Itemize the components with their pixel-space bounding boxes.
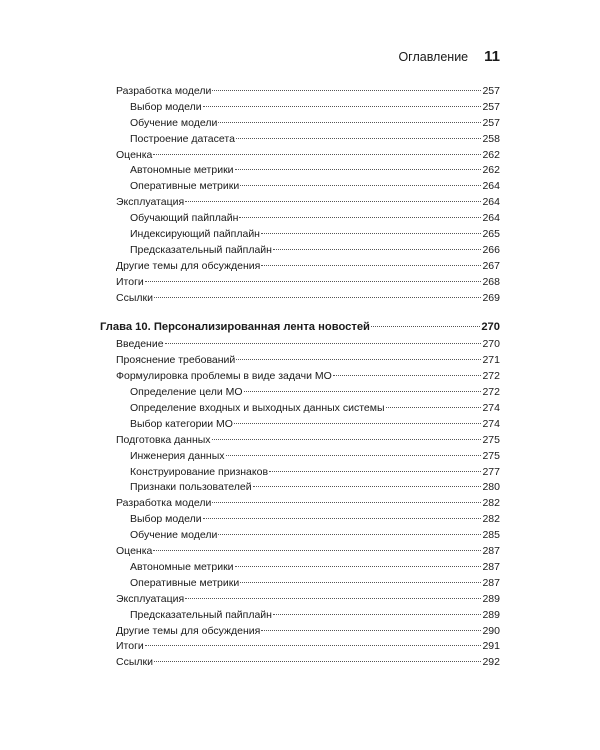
- dot-leader: [236, 359, 481, 360]
- toc-entry-title: Оценка: [116, 545, 153, 558]
- toc-subsection-entry: [100, 417, 500, 433]
- dot-leader: [240, 582, 481, 583]
- toc-entry-title: Оценка: [116, 148, 153, 161]
- dot-leader: [145, 645, 482, 646]
- toc-entry-title: Выбор модели: [130, 100, 202, 113]
- toc-entry-page: 269: [482, 291, 500, 304]
- dot-leader: [261, 233, 481, 234]
- toc-section-entry: [100, 337, 500, 353]
- toc-entry-title: Инженерия данных: [130, 449, 225, 462]
- toc-entry-page: 274: [482, 417, 500, 430]
- dot-leader: [226, 455, 482, 456]
- toc-entry-title: Разработка модели: [116, 497, 212, 510]
- dot-leader: [333, 375, 482, 376]
- toc-entry-page: 287: [482, 545, 500, 558]
- table-of-contents: [100, 84, 500, 671]
- toc-entry-page: 291: [482, 640, 500, 653]
- toc-entry-page: 266: [482, 243, 500, 256]
- toc-section-entry: [100, 592, 500, 608]
- toc-section-entry: [100, 84, 500, 100]
- toc-entry-page: 287: [482, 576, 500, 589]
- toc-subsection-entry: [100, 401, 500, 417]
- toc-entry-page: 264: [482, 180, 500, 193]
- dot-leader: [235, 169, 482, 170]
- dot-leader: [386, 407, 482, 408]
- dot-leader: [185, 201, 481, 202]
- toc-entry-page: 257: [482, 100, 500, 113]
- toc-subsection-entry: [100, 100, 500, 116]
- toc-section-entry: [100, 369, 500, 385]
- dot-leader: [236, 138, 482, 139]
- dot-leader: [240, 185, 481, 186]
- dot-leader: [235, 566, 482, 567]
- toc-entry-title: Введение: [116, 338, 164, 351]
- toc-subsection-entry: [100, 132, 500, 148]
- toc-section-entry: [100, 496, 500, 512]
- toc-entry-title: Ссылки: [116, 291, 153, 304]
- toc-entry-page: 257: [482, 85, 500, 97]
- toc-section-entry: [100, 655, 500, 671]
- toc-entry-page: 275: [482, 449, 500, 462]
- toc-entry-title: Итоги: [116, 275, 144, 288]
- toc-entry-title: Обучающий пайплайн: [130, 212, 239, 225]
- dot-leader: [273, 614, 482, 615]
- header-page-number: 11: [484, 48, 500, 65]
- dot-leader: [203, 518, 482, 519]
- toc-section-entry: [100, 544, 500, 560]
- dot-leader: [154, 661, 482, 662]
- dot-leader: [153, 550, 481, 551]
- toc-entry-page: 267: [482, 259, 500, 272]
- toc-entry-title: Автономные метрики: [130, 164, 234, 177]
- toc-section-entry: [100, 353, 500, 369]
- dot-leader: [218, 534, 481, 535]
- toc-entry-page: 289: [482, 592, 500, 605]
- toc-entry-title: Определение входных и выходных данных системы: [130, 402, 385, 415]
- toc-entry-title: Оперативные метрики: [130, 576, 240, 589]
- toc-entry-page: 282: [482, 497, 500, 510]
- toc-entry-page: 262: [482, 148, 500, 161]
- dot-leader: [253, 486, 482, 487]
- toc-subsection-entry: [100, 385, 500, 401]
- toc-subsection-entry: [100, 243, 500, 259]
- toc-entry-title: Построение датасета: [130, 132, 235, 145]
- dot-leader: [239, 217, 481, 218]
- toc-entry-page: 289: [482, 608, 500, 621]
- toc-entry-page: 285: [482, 529, 500, 542]
- toc-subsection-entry: [100, 480, 500, 496]
- dot-leader: [273, 249, 482, 250]
- toc-entry-page: 265: [482, 228, 500, 241]
- dot-leader: [261, 265, 481, 266]
- toc-entry-page: 275: [482, 433, 500, 446]
- toc-subsection-entry: [100, 449, 500, 465]
- toc-entry-page: 268: [482, 275, 500, 288]
- toc-entry-title: Разработка модели: [116, 85, 212, 97]
- toc-section-entry: [100, 275, 500, 291]
- dot-leader: [261, 630, 481, 631]
- toc-subsection-entry: [100, 528, 500, 544]
- dot-leader: [269, 471, 481, 472]
- toc-entry-page: 257: [482, 116, 500, 129]
- toc-section-entry: [100, 291, 500, 307]
- toc-subsection-entry: [100, 163, 500, 179]
- toc-entry-title: Прояснение требований: [116, 354, 236, 367]
- toc-entry-title: Предсказательный пайплайн: [130, 243, 272, 256]
- toc-subsection-entry: [100, 116, 500, 132]
- toc-entry-title: Формулировка проблемы в виде задачи МО: [116, 370, 332, 383]
- dot-leader: [212, 502, 481, 503]
- toc-entry-page: 287: [482, 560, 500, 573]
- toc-entry-page: 290: [482, 624, 500, 637]
- toc-entry-title: Глава 10. Персонализированная лента новостей: [100, 321, 370, 334]
- toc-entry-page: 277: [482, 465, 500, 478]
- toc-entry-page: 280: [482, 481, 500, 494]
- dot-leader: [145, 281, 482, 282]
- dot-leader: [234, 423, 482, 424]
- toc-entry-title: Подготовка данных: [116, 433, 211, 446]
- dot-leader: [153, 154, 481, 155]
- toc-entry-title: Определение цели МО: [130, 386, 243, 399]
- toc-entry-page: 292: [482, 656, 500, 669]
- toc-entry-title: Индексирующий пайплайн: [130, 228, 260, 241]
- toc-entry-page: 258: [482, 132, 500, 145]
- toc-section-entry: [100, 259, 500, 275]
- running-header: [398, 48, 500, 65]
- toc-entry-title: Другие темы для обсуждения: [116, 259, 261, 272]
- toc-entry-page: 270: [481, 321, 500, 334]
- toc-entry-title: Оперативные метрики: [130, 180, 240, 193]
- toc-entry-title: Признаки пользователей: [130, 481, 252, 494]
- toc-entry-page: 272: [482, 386, 500, 399]
- toc-subsection-entry: [100, 512, 500, 528]
- toc-entry-title: Конструирование признаков: [130, 465, 269, 478]
- toc-subsection-entry: [100, 465, 500, 481]
- toc-entry-title: Обучение модели: [130, 116, 218, 129]
- dot-leader: [218, 122, 481, 123]
- header-title: Оглавление: [398, 50, 469, 64]
- toc-entry-page: 262: [482, 164, 500, 177]
- toc-subsection-entry: [100, 576, 500, 592]
- toc-entry-page: 282: [482, 513, 500, 526]
- dot-leader: [212, 90, 481, 91]
- toc-entry-title: Эксплуатация: [116, 196, 185, 209]
- toc-subsection-entry: [100, 227, 500, 243]
- toc-section-entry: [100, 624, 500, 640]
- toc-subsection-entry: [100, 211, 500, 227]
- toc-chapter-entry: [100, 318, 500, 336]
- dot-leader: [154, 297, 482, 298]
- toc-entry-title: Итоги: [116, 640, 144, 653]
- toc-entry-title: Выбор модели: [130, 513, 202, 526]
- toc-entry-page: 274: [482, 402, 500, 415]
- toc-entry-page: 271: [482, 354, 500, 367]
- toc-entry-title: Эксплуатация: [116, 592, 185, 605]
- toc-subsection-entry: [100, 560, 500, 576]
- toc-entry-page: 264: [482, 212, 500, 225]
- toc-subsection-entry: [100, 608, 500, 624]
- toc-entry-page: 264: [482, 196, 500, 209]
- toc-entry-title: Предсказательный пайплайн: [130, 608, 272, 621]
- toc-section-entry: [100, 639, 500, 655]
- toc-entry-page: 270: [482, 338, 500, 351]
- dot-leader: [212, 439, 482, 440]
- dot-leader: [371, 326, 480, 327]
- toc-entry-page: 272: [482, 370, 500, 383]
- dot-leader: [244, 391, 482, 392]
- toc-section-entry: [100, 433, 500, 449]
- toc-entry-title: Автономные метрики: [130, 560, 234, 573]
- toc-entry-title: Обучение модели: [130, 529, 218, 542]
- toc-entry-title: Выбор категории МО: [130, 417, 233, 430]
- toc-section-entry: [100, 195, 500, 211]
- toc-section-entry: [100, 148, 500, 164]
- dot-leader: [185, 598, 481, 599]
- toc-entry-title: Ссылки: [116, 656, 153, 669]
- dot-leader: [165, 343, 482, 344]
- dot-leader: [203, 106, 482, 107]
- toc-subsection-entry: [100, 179, 500, 195]
- toc-entry-title: Другие темы для обсуждения: [116, 624, 261, 637]
